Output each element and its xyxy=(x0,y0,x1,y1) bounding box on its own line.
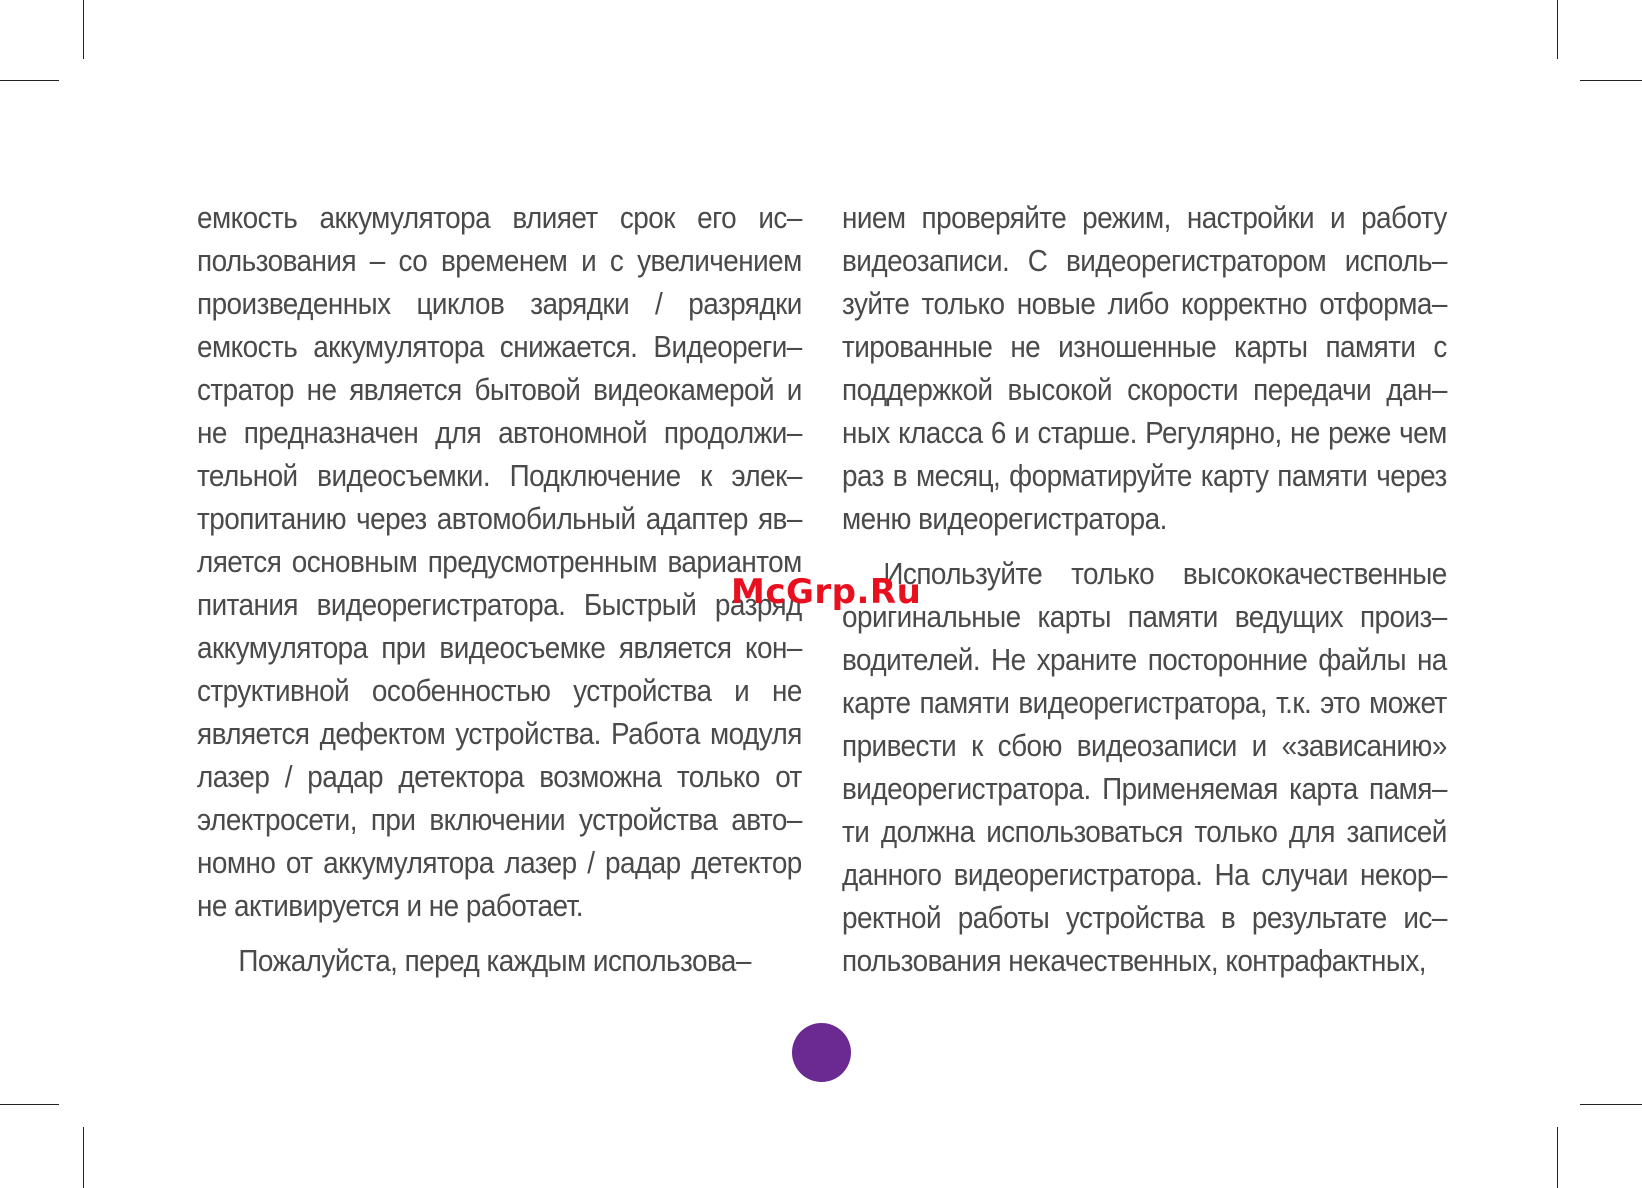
crop-mark-bottom-left-vertical xyxy=(83,1127,84,1188)
watermark-logo: McGrp.Ru xyxy=(731,572,922,612)
crop-mark-top-left-horizontal xyxy=(0,80,59,81)
crop-mark-top-right-horizontal xyxy=(1580,80,1642,81)
left-paragraph-2: Пожалуйста, перед каждым использова– xyxy=(238,943,751,978)
page-marker-circle xyxy=(792,1023,851,1082)
crop-mark-bottom-right-horizontal xyxy=(1580,1104,1642,1105)
right-paragraph-1: нием проверяйте режим, настройки и работу видеозаписи. С видеорегистратором исполь–зуйте только новые либо корректно отформа–тированные не изношенные карты памяти с поддержкой высокой скорости передачи дан–ных класса 6 и старше. Регулярно, не реже чем раз в месяц, форматируйте карту памяти через меню видеорегистратора. xyxy=(842,200,1447,536)
right-paragraph-2: Используйте только высококачественные оригинальные карты памяти ведущих произ–водителей. Не храните посторонние файлы на карте памяти видеорегистратора, т.к. это может привести к сбою видеозаписи и «зависанию» видеорегистратора. Применяемая карта памя–ти должна использоваться только для записей данного видеорегистратора. На случаи некор–ректной работы устройства в результате ис–пользования некачественных, контрафактных, xyxy=(842,556,1447,978)
right-text-column xyxy=(842,196,1447,982)
crop-mark-bottom-left-horizontal xyxy=(0,1104,59,1105)
crop-mark-top-left-vertical xyxy=(83,0,84,59)
crop-mark-bottom-right-vertical xyxy=(1557,1127,1558,1188)
crop-mark-top-right-vertical xyxy=(1557,0,1558,59)
left-paragraph-1: емкость аккумулятора влияет срок его ис–пользования – со временем и с увеличением произведенных циклов зарядки / разрядки емкость аккумулятора снижается. Видеореги–стратор не является бытовой видеокамерой и не предназначен для автономной продолжи–тельной видеосъемки. Подключение к элек–тропитанию через автомобильный адаптер яв–ляется основным предусмотренным вариантом питания видеорегистратора. Быстрый разряд аккумулятора при видеосъемке является кон–структивной особенностью устройства и не является дефектом устройства. Работа модуля лазер / радар детектора возможна только от электросети, при включении устройства авто–номно от аккумулятора лазер / радар детектор не активируется и не работает. xyxy=(197,200,802,923)
left-text-column xyxy=(197,196,802,982)
